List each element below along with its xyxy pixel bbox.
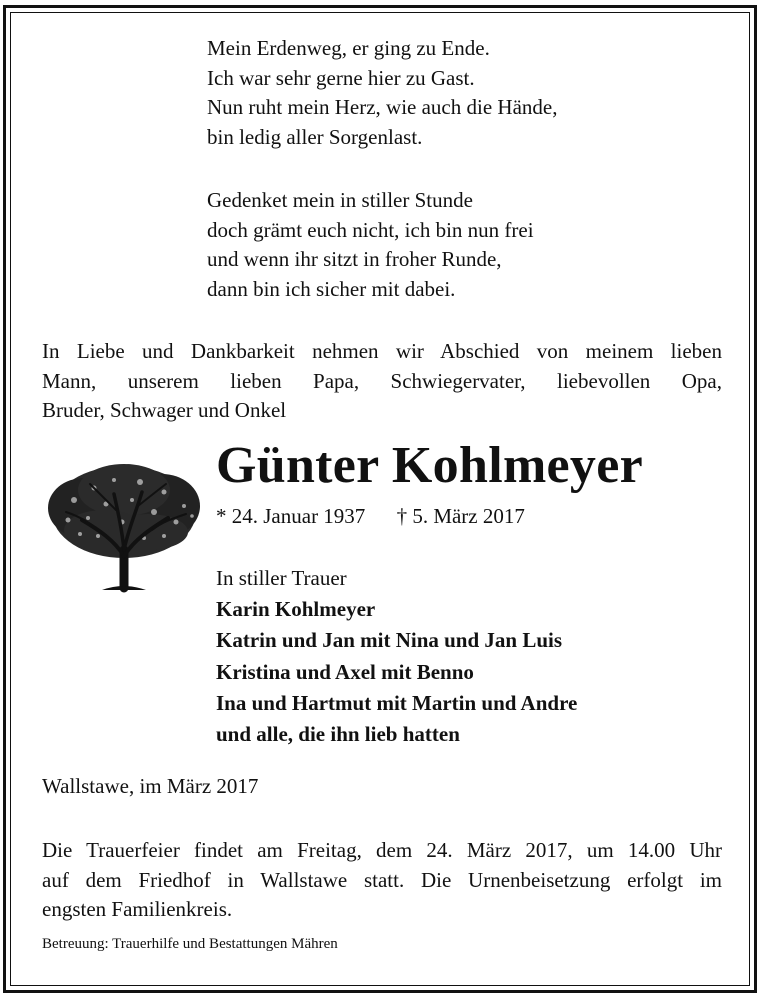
- funeral-line: Die Trauerfeier findet am Freitag, dem 24. März 2017, um 14.00 Uhr: [42, 838, 722, 862]
- poem-line: bin ledig aller Sorgenlast.: [207, 124, 423, 149]
- poem-line: dann bin ich sicher mit dabei.: [207, 276, 456, 301]
- intro-line: In Liebe und Dankbarkeit nehmen wir Abschied von meinem lieben: [42, 339, 722, 363]
- intro-line: Mann, unserem lieben Papa, Schwiegervater, liebevollen Opa,: [42, 368, 722, 393]
- poem-line: Gedenket mein in stiller Stunde: [207, 188, 473, 212]
- funeral-info: [42, 836, 722, 925]
- mourner-name: Katrin und Jan mit Nina und Jan Luis: [216, 628, 563, 653]
- poem-line: Nun ruht mein Herz, wie auch die Hände,: [207, 95, 558, 119]
- deceased-name: Günter Kohlmeyer: [216, 437, 643, 494]
- birth-date: * 24. Januar 1937: [216, 504, 366, 528]
- poem-stanza-1: [207, 34, 557, 152]
- intro-text: [42, 337, 722, 426]
- life-dates: [216, 504, 525, 529]
- mourners-block: [216, 563, 577, 750]
- mourners-heading: In stiller Trauer: [216, 566, 347, 590]
- poem-line: doch grämt euch nicht, ich bin nun frei: [207, 217, 534, 242]
- funeral-line: auf dem Friedhof in Wallstawe statt. Die Urnenbeisetzung erfolgt im: [42, 867, 722, 892]
- poem-line: und wenn ihr sitzt in froher Runde,: [207, 247, 502, 271]
- care-note: Betreuung: Trauerhilfe und Bestattungen Mähren: [42, 936, 338, 952]
- mourner-name: Karin Kohlmeyer: [216, 597, 376, 622]
- funeral-line: engsten Familienkreis.: [42, 897, 233, 921]
- mourner-name: Kristina und Axel mit Benno: [216, 659, 474, 684]
- poem-stanza-2: [207, 186, 534, 304]
- place-date: Wallstawe, im März 2017: [42, 774, 259, 798]
- mourner-name: und alle, die ihn lieb hatten: [216, 722, 460, 747]
- death-date: † 5. März 2017: [396, 504, 525, 528]
- mourner-name: Ina und Hartmut mit Martin und Andre: [216, 690, 578, 715]
- intro-line: Bruder, Schwager und Onkel: [42, 398, 287, 422]
- poem-line: Mein Erdenweg, er ging zu Ende.: [207, 36, 490, 60]
- poem-line: Ich war sehr gerne hier zu Gast.: [207, 65, 475, 90]
- tree-icon: [44, 460, 204, 595]
